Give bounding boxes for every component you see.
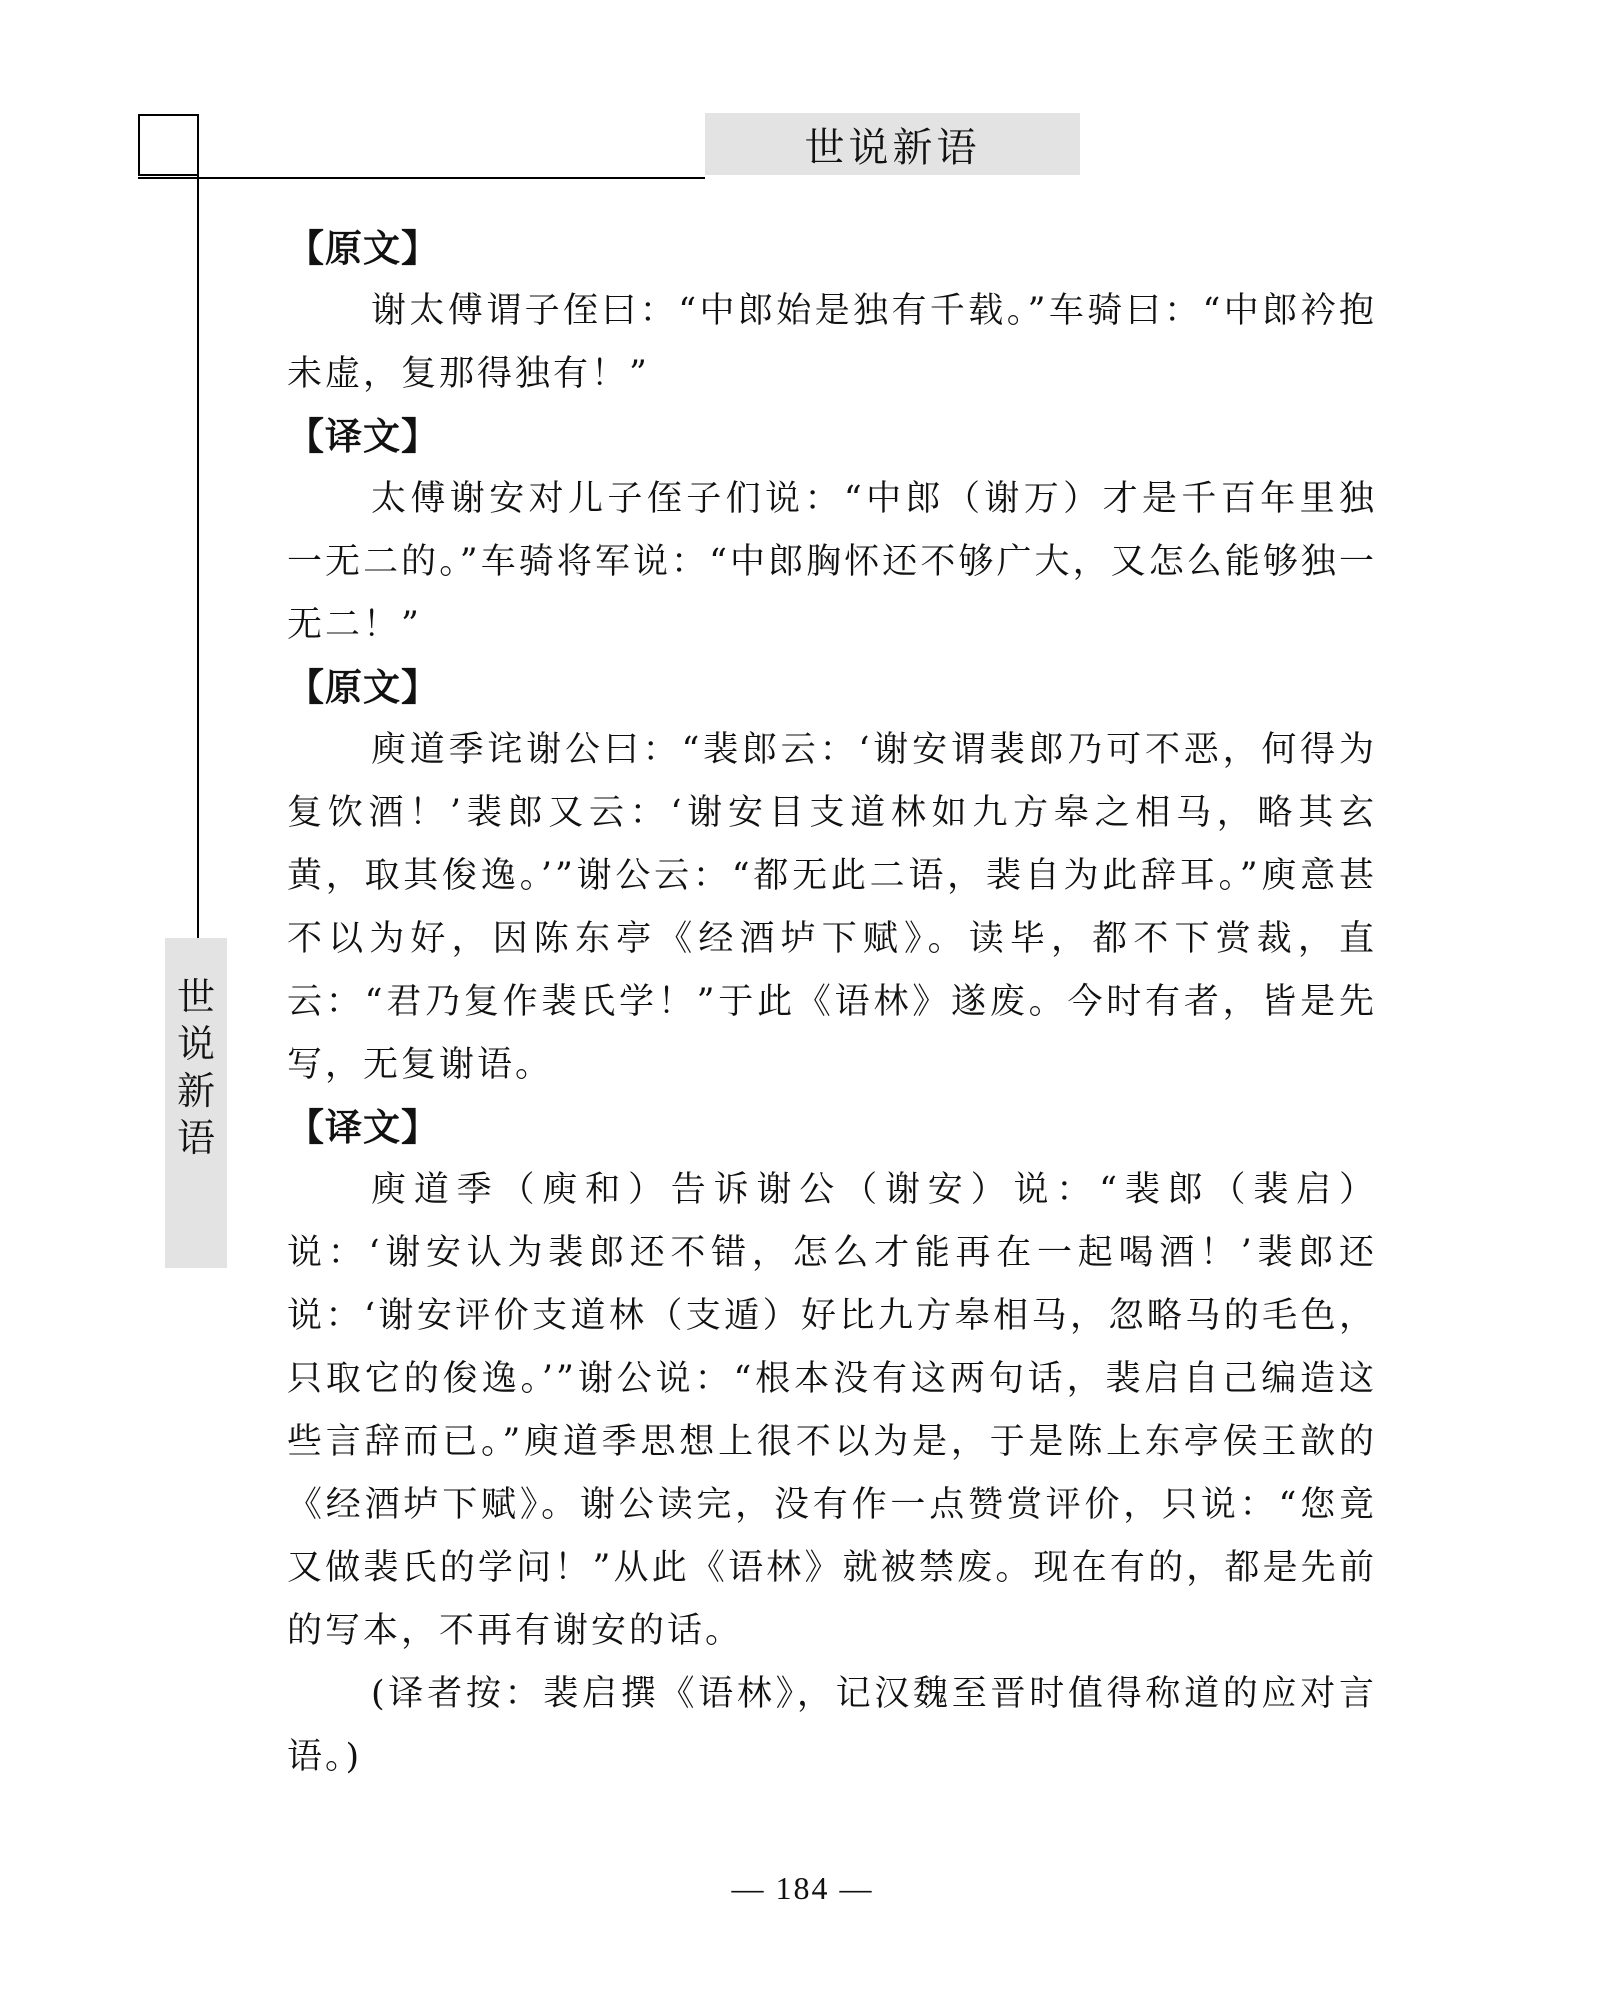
original-text-paragraph: 庾道季诧谢公曰：“裴郎云：‘谢安谓裴郎乃可不恶，何得为复饮酒！’裴郎又云：‘谢安目支道林如九方皋之相马，略其玄黄，取其俊逸。’”谢公云：“都无此二语，裴自为此辞耳。”庾意甚不以为好，因陈东亭《经酒垆下赋》。读毕，都不下赏裁，直云：“君乃复作裴氏学！”于此《语林》遂废。今时有者，皆是先写，无复谢语。	[287, 730, 1377, 1085]
section-label-translation: 【译文】	[287, 1106, 439, 1149]
section-label-original: 【原文】	[287, 666, 439, 709]
side-tab-char: 世	[176, 975, 215, 1019]
header-rule	[138, 177, 705, 179]
translation-paragraph: 庾道季（庾和）告诉谢公（谢安）说：“裴郎（裴启）说：‘谢安认为裴郎还不错，怎么才能再在一起喝酒！’裴郎还说：‘谢安评价支道林（支遁）好比九方皋相马，忽略马的毛色，只取它的俊逸。’”谢公说：“根本没有这两句话，裴启自己编造这些言辞而已。”庾道季思想上很不以为是，于是陈上东亭侯王歆的《经酒垆下赋》。谢公读完，没有作一点赞赏评价，只说：“您竟又做裴氏的学问！”从此《语林》就被禁废。现在有的，都是先前的写本，不再有谢安的话。	[287, 1170, 1377, 1651]
translator-note: (译者按：裴启撰《语林》，记汉魏至晋时值得称道的应对言语。)	[287, 1674, 1377, 1777]
side-tab-char: 新	[176, 1069, 215, 1113]
running-header-title: 世说新语	[804, 124, 981, 171]
side-tab-char: 说	[176, 1022, 215, 1066]
margin-vertical-rule	[197, 114, 199, 938]
side-thumb-tab	[165, 938, 227, 1268]
page-number: — 184 —	[731, 1870, 874, 1906]
side-tab-char: 语	[176, 1116, 215, 1160]
header-corner-box	[138, 114, 199, 176]
page-body	[287, 218, 1377, 1789]
translation-paragraph: 太傅谢安对儿子侄子们说：“中郎（谢万）才是千百年里独一无二的。”车骑将军说：“中郎胸怀还不够广大，又怎么能够独一无二！”	[287, 479, 1377, 645]
section-label-translation: 【译文】	[287, 415, 439, 458]
running-header	[705, 113, 1080, 175]
section-label-original: 【原文】	[287, 227, 439, 270]
original-text-paragraph: 谢太傅谓子侄曰：“中郎始是独有千载。”车骑曰：“中郎衿抱未虚，复那得独有！”	[287, 291, 1377, 394]
